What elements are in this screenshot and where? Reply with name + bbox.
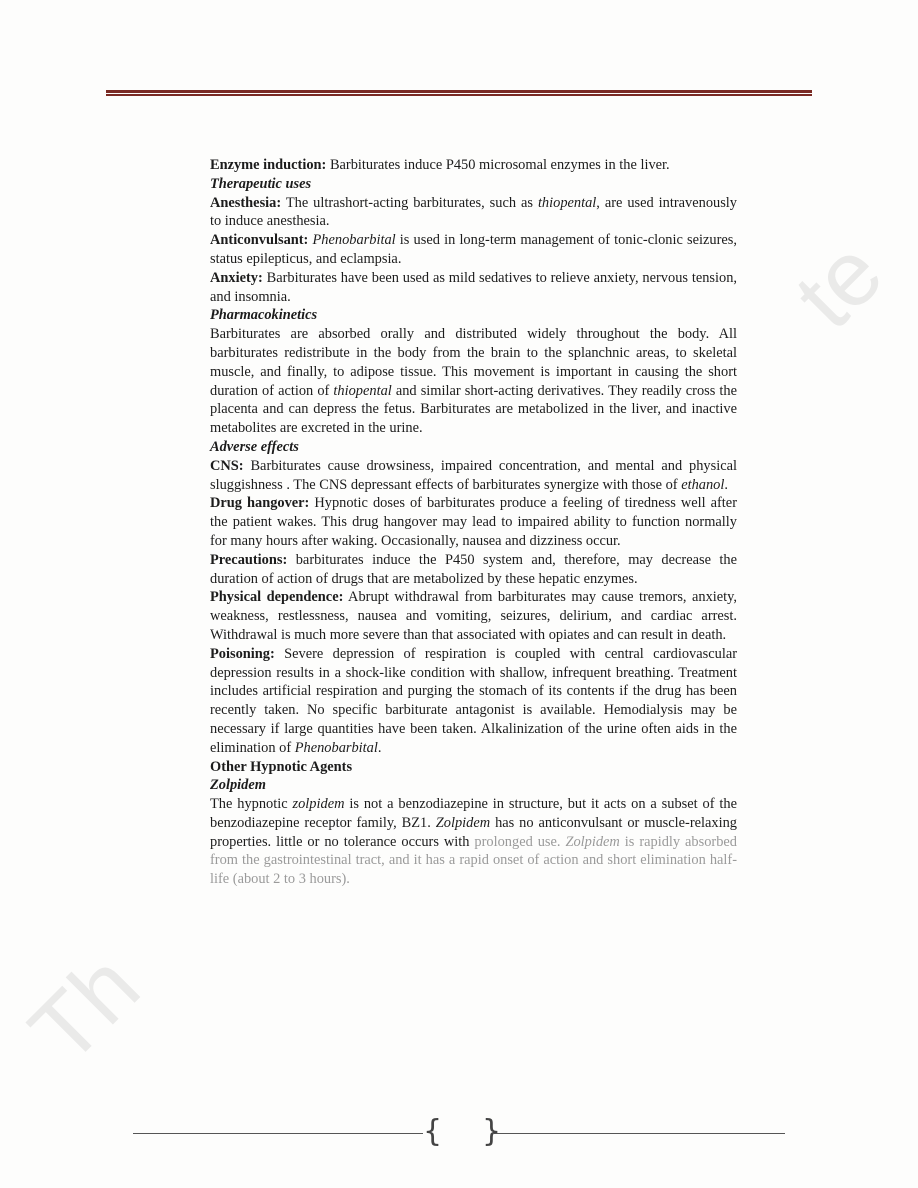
label-precautions: Precautions:: [210, 551, 288, 568]
header-rule: [106, 90, 812, 96]
document-body: [210, 156, 737, 889]
text-poisoning-1: Severe depression of respiration is coupled with central cardiovascular depression results in a shock-like condition with shallow, infrequent breathing. Treatment includes artificial respiration and purging the stomach of its contents if the drug has been recently taken. No specific barbiturate antagonist is available. Hemodialysis may be necessary if large quantities have been taken. Alkalinization of the urine often aids in the elimination of: [210, 645, 737, 756]
text-pk-2: and similar short-acting derivatives. They readily cross the placenta and can depress the fetus. Barbiturates are metabolized in the liver, and inactive metabolites are excreted in the urine.: [210, 382, 738, 437]
label-enzyme-induction: Enzyme induction:: [210, 157, 327, 173]
drug-zolpidem-1: zolpidem: [292, 796, 345, 813]
text-physical-dependence: Abrupt withdrawal from barbiturates may cause tremors, anxiety, weakness, restlessness, nausea and vomiting, seizures, delirium, and cardiac arrest. Withdrawal is much more severe than that associated with opiates and can result in death.: [210, 589, 738, 643]
text-enzyme-induction: Barbiturates induce P450 microsomal enzymes in the liver.: [326, 157, 670, 173]
text-poisoning-2: .: [377, 739, 382, 756]
paragraph-pharmacokinetics: [210, 325, 737, 438]
text-zolpidem-3: has no anticonvulsant or muscle-relaxing properties. little or no tolerance occurs with: [210, 814, 737, 850]
label-drug-hangover: Drug hangover:: [210, 495, 310, 512]
drug-zolpidem-faded: Zolpidem: [565, 833, 620, 850]
label-anticonvulsant: Anticonvulsant:: [210, 232, 309, 249]
text-precautions: barbiturates induce the P450 system and, therefore, may decrease the duration of action of drugs that are metabolized by these hepatic enzymes.: [210, 551, 737, 587]
paragraph-physical-dependence: [210, 588, 737, 644]
paragraph-drug-hangover: [210, 494, 737, 550]
drug-zolpidem-2: Zolpidem: [435, 814, 491, 831]
drug-phenobarbital-poisoning: Phenobarbital: [294, 739, 378, 756]
drug-phenobarbital: Phenobarbital: [312, 232, 396, 249]
text-anxiety: Barbiturates have been used as mild sedatives to relieve anxiety, nervous tension, and insomnia.: [210, 269, 737, 305]
text-anesthesia-2: , are used intravenously to induce anesthesia.: [210, 194, 738, 230]
footer-rule-right: [494, 1133, 785, 1134]
text-zolpidem-faded-2: is rapidly absorbed from the gastrointestinal tract, and it has a rapid onset of action and short elimination half-life (about 2 to 3 hours).: [210, 833, 737, 888]
paragraph-precautions: [210, 551, 737, 589]
heading-therapeutic-uses: Therapeutic uses: [210, 175, 312, 192]
watermark-left: Th: [10, 934, 159, 1083]
footer-brace-left: {: [423, 1114, 443, 1149]
label-cns: CNS:: [210, 457, 244, 474]
text-drug-hangover: Hypnotic doses of barbiturates produce a feeling of tiredness well after the patient wakes. This drug hangover may lead to impaired ability to function normally for many hours after waking. Occasionally, nausea and dizziness occur.: [210, 495, 737, 549]
drug-thiopental-pk: thiopental: [333, 382, 392, 399]
drug-ethanol: ethanol: [681, 476, 725, 493]
paragraph-anxiety: [210, 269, 737, 307]
text-zolpidem-faded-1: prolonged use.: [474, 833, 566, 850]
header-rule-inner: [106, 94, 812, 95]
paragraph-anesthesia: [210, 194, 737, 232]
footer-rule-left: [133, 1133, 423, 1134]
label-poisoning: Poisoning:: [210, 645, 275, 662]
text-anticonvulsant: is used in long-term management of tonic-clonic seizures, status epilepticus, and eclampsia.: [210, 232, 737, 267]
heading-zolpidem: Zolpidem: [210, 777, 266, 794]
paragraph-enzyme-induction: [210, 156, 737, 175]
heading-pharmacokinetics: Pharmacokinetics: [210, 307, 318, 324]
drug-thiopental: thiopental: [537, 194, 597, 211]
footer-brace-right: }: [482, 1114, 502, 1149]
heading-other-hypnotic-agents: Other Hypnotic Agents: [210, 758, 353, 775]
paragraph-zolpidem: [210, 795, 737, 889]
paragraph-anticonvulsant: [210, 231, 737, 269]
text-anesthesia-1: The ultrashort-acting barbiturates, such as: [281, 194, 538, 211]
text-cns-1: Barbiturates cause drowsiness, impaired concentration, and mental and physical sluggishness . The CNS depressant effects of barbiturates synergize with those of: [210, 457, 737, 493]
paragraph-poisoning: [210, 645, 737, 758]
text-zolpidem-1: The hypnotic: [210, 796, 293, 813]
text-pk-1: Barbiturates are absorbed orally and distributed widely throughout the body. All barbiturates redistribute in the body from the brain to the splanchnic areas, to skeletal muscle, and finally, to adipose tissue. This movement is important in causing the short duration of action of: [210, 326, 737, 399]
label-anxiety: Anxiety:: [210, 269, 263, 286]
label-physical-dependence: Physical dependence:: [210, 589, 344, 606]
heading-adverse-effects: Adverse effects: [210, 438, 299, 455]
text-cns-2: .: [724, 476, 728, 493]
text-zolpidem-2: is not a benzodiazepine in structure, but it acts on a subset of the benzodiazepine receptor family, BZ1.: [210, 796, 737, 831]
paragraph-cns: [210, 457, 737, 495]
watermark-right: te: [775, 221, 903, 348]
label-anesthesia: Anesthesia:: [210, 194, 282, 211]
